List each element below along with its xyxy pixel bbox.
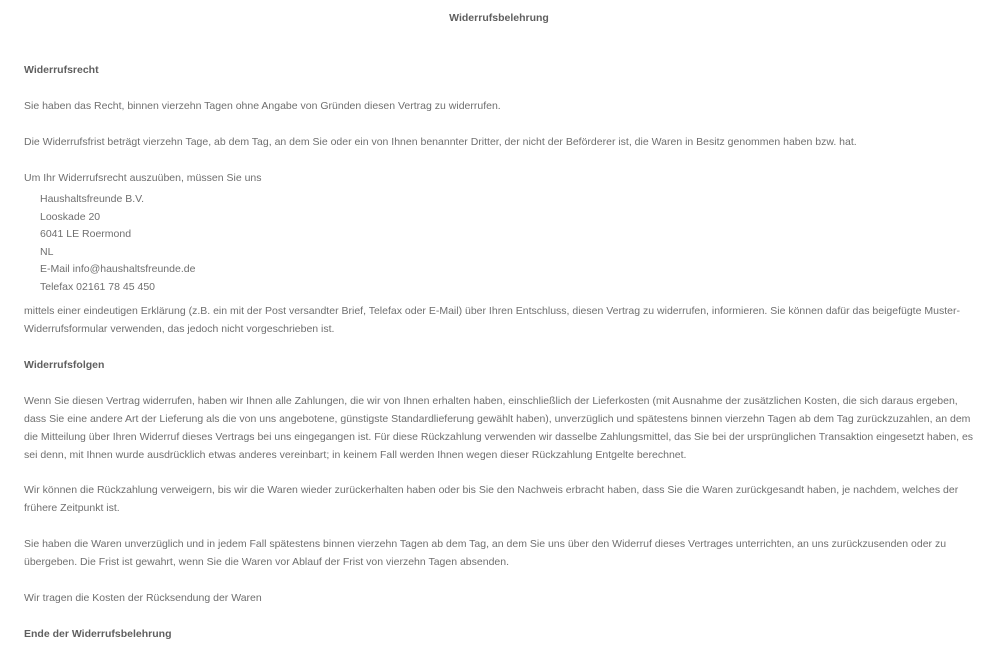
address-country: NL — [40, 245, 54, 258]
paragraph-period: Die Widerrufsfrist beträgt vierzehn Tage, ab dem Tag, an dem Sie oder ein von Ihnen benannter Dritter, der nicht der Beförderer ist, die Waren in Besitz genommen haben bzw. hat. — [24, 136, 857, 148]
paragraph-refusal: Wir können die Rückzahlung verweigern, bis wir die Waren wieder zurückerhalten haben oder bis Sie den Nachweis erbracht haben, dass Sie die Waren zurückgesandt haben, je nachdem, welches der frühere Zeitpunkt ist. — [24, 484, 959, 514]
paragraph-costs: Wir tragen die Kosten der Rücksendung der Waren — [24, 592, 262, 604]
page-title: Widerrufsbelehrung — [449, 12, 549, 24]
company-address — [40, 191, 195, 297]
address-email: E-Mail info@haushaltsfreunde.de — [40, 263, 196, 276]
paragraph-exercise: Um Ihr Widerrufsrecht auszuüben, müssen Sie uns — [24, 172, 262, 184]
address-city: 6041 LE Roermond — [40, 228, 132, 241]
paragraph-declaration: mittels einer eindeutigen Erklärung (z.B. ein mit der Post versandter Brief, Telefax oder E-Mail) über Ihren Entschluss, diesen Vertrag zu widerrufen, informieren. Sie können dafür das beigefügte Muster-Widerrufsformular verwenden, das jedoch nicht vorgeschrieben ist. — [24, 305, 960, 335]
section-heading-widerrufsfolgen: Widerrufsfolgen — [24, 359, 105, 371]
paragraph-right: Sie haben das Recht, binnen vierzehn Tagen ohne Angabe von Gründen diesen Vertrag zu widerrufen. — [24, 100, 501, 112]
section-heading-widerrufsrecht: Widerrufsrecht — [24, 64, 99, 76]
end-heading: Ende der Widerrufsbelehrung — [24, 628, 172, 640]
address-street: Looskade 20 — [40, 210, 101, 223]
address-fax: Telefax 02161 78 45 450 — [40, 280, 156, 293]
paragraph-return: Sie haben die Waren unverzüglich und in jedem Fall spätestens binnen vierzehn Tagen ab dem Tag, an dem Sie uns über den Widerruf dieses Vertrages unterrichten, an uns zurückzusenden oder zu übergeben. Die Frist ist gewahrt, wenn Sie die Waren vor Ablauf der Frist von vierzehn Tagen absenden. — [24, 538, 947, 568]
paragraph-refund: Wenn Sie diesen Vertrag widerrufen, haben wir Ihnen alle Zahlungen, die wir von Ihnen erhalten haben, einschließlich der Lieferkosten (mit Ausnahme der zusätzlichen Kosten, die sich daraus ergeben, dass Sie eine andere Art der Lieferung als die von uns angebotene, günstigste Standardlieferung gewählt haben), unverzüglich und spätestens binnen vierzehn Tagen ab dem Tag zurückzuzahlen, an dem die Mitteilung über Ihren Widerruf dieses Vertrags bei uns eingegangen ist. Für diese Rückzahlung verwenden wir dasselbe Zahlungsmittel, das Sie bei der ursprünglichen Transaktion eingesetzt haben, es sei denn, mit Ihnen wurde ausdrücklich etwas anderes vereinbart; in keinem Fall werden Ihnen wegen dieser Rückzahlung Entgelte berechnet. — [24, 395, 974, 461]
address-company-name: Haushaltsfreunde B.V. — [40, 193, 145, 205]
